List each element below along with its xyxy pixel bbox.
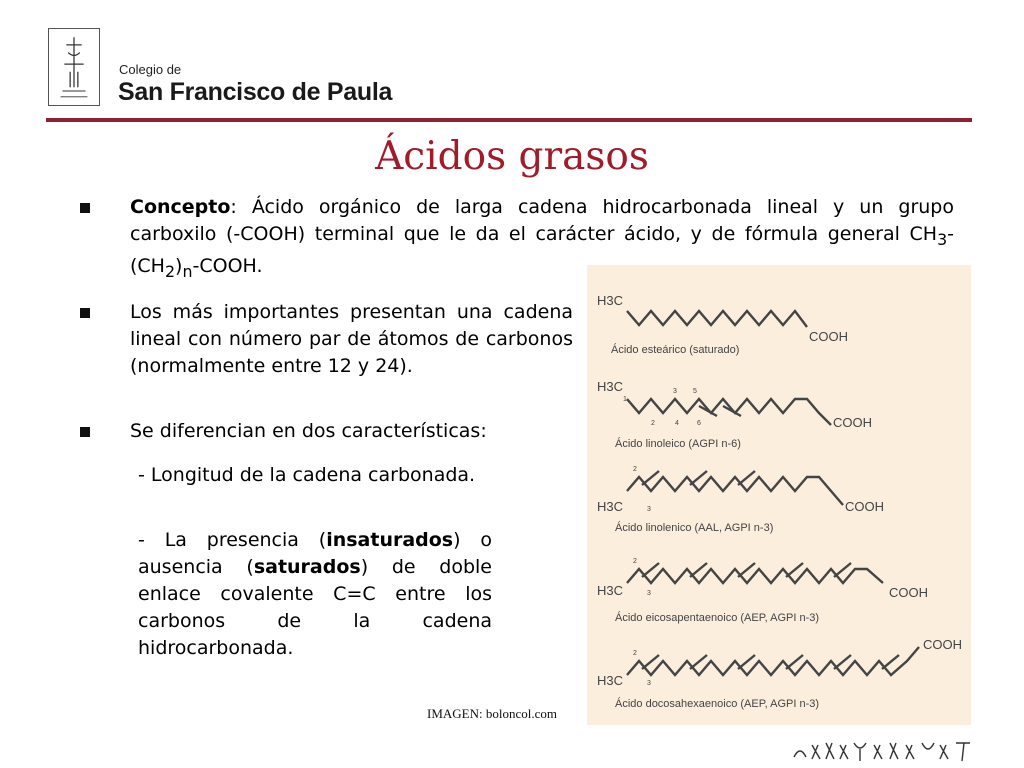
mol-2-num: 5 <box>693 388 697 395</box>
mol-5-cooh: COOH <box>923 637 962 652</box>
decorative-scribble <box>790 735 980 765</box>
bullet-caracteristicas: Se diferencian en dos características: <box>130 420 487 442</box>
crest-icon <box>49 29 99 105</box>
mol-2-cooh: COOH <box>833 415 872 430</box>
logo-line-1: Colegio de <box>119 62 182 77</box>
school-crest-logo <box>48 28 100 106</box>
subitem-longitud: - Longitud de la cadena carbonada. <box>138 464 476 486</box>
bullet-importantes: Los más importantes presentan una cadena lineal con número par de átomos de carbonos (normalmente entre 12 y 24). <box>130 301 573 377</box>
stearic-chain <box>627 311 807 327</box>
subitem-text: - La presencia ( <box>138 529 327 551</box>
linoleic-chain <box>627 399 831 425</box>
mol-3-cooh: COOH <box>845 499 884 514</box>
mol-5-num: 2 <box>633 650 637 657</box>
mol-4-ch3: H3C <box>597 583 624 598</box>
bullet-concepto-text: : Ácido orgánico de larga cadena hidrocarbonada lineal y un grupo carboxilo (-COOH) terminal que le da el carácter ácido, y de fórmula general CH <box>130 196 954 245</box>
mol-2-num: 4 <box>675 420 679 427</box>
mol-1-ch3: H3C <box>597 293 624 308</box>
bullet-concepto-text: ) <box>175 254 183 277</box>
epa-double-bonds <box>642 563 851 577</box>
mol-2-num: 2 <box>651 420 655 427</box>
term-saturados: saturados <box>253 556 361 578</box>
subscript: 3 <box>937 229 948 249</box>
bullet-concepto-text: -COOH. <box>192 254 263 277</box>
bullet-concepto-label: Concepto <box>130 196 231 218</box>
bullet-concepto-text: -(CH <box>130 223 954 277</box>
image-credit: IMAGEN: boloncol.com <box>427 706 557 721</box>
subscript: 2 <box>164 261 176 281</box>
mol-3-name: Ácido linolenico (AAL, AGPI n-3) <box>615 522 774 534</box>
logo-line-2: San Francisco de Paula <box>118 78 393 106</box>
mol-1-cooh: COOH <box>809 329 848 344</box>
dha-chain <box>627 647 919 675</box>
mol-5-ch3: H3C <box>597 673 624 688</box>
mol-4-cooh: COOH <box>889 585 928 600</box>
mol-5-name: Ácido docosahexaenoico (AEP, AGPI n-3) <box>615 698 820 710</box>
term-insaturados: insaturados <box>326 529 454 551</box>
mol-2-name: Ácido linoleico (AGPI n-6) <box>615 438 741 450</box>
subscript: n <box>182 261 193 281</box>
mol-2-num: 1 <box>623 396 627 403</box>
slide-title: Ácidos grasos <box>375 134 649 179</box>
mol-4-num: 2 <box>633 558 637 565</box>
mol-4-num: 3 <box>647 590 651 597</box>
mol-2-num: 6 <box>697 420 701 427</box>
fatty-acids-figure <box>587 265 971 725</box>
mol-2-ch3: H3C <box>597 379 624 394</box>
mol-3-num: 3 <box>647 506 651 513</box>
bullet-square-icon <box>80 203 90 213</box>
bullet-square-icon <box>80 427 90 437</box>
mol-1-name: Ácido esteárico (saturado) <box>611 344 740 356</box>
epa-chain <box>627 569 883 583</box>
subitem-presencia <box>138 527 492 662</box>
subitem-text: ) de doble enlace covalente C=C entre los carbonos de la cadena hidrocarbonada. <box>138 556 492 659</box>
mol-5-num: 3 <box>647 680 651 687</box>
bullet-square-icon <box>80 308 90 318</box>
mol-3-ch3: H3C <box>597 499 624 514</box>
header-divider <box>46 118 972 122</box>
mol-2-num: 3 <box>673 388 677 395</box>
fatty-acids-diagram <box>587 265 971 725</box>
mol-4-name: Ácido eicosapentaenoico (AEP, AGPI n-3) <box>615 612 820 624</box>
mol-3-num: 2 <box>633 466 637 473</box>
subitem-text: ) o ausencia ( <box>138 529 493 578</box>
linolenic-chain <box>627 477 843 505</box>
